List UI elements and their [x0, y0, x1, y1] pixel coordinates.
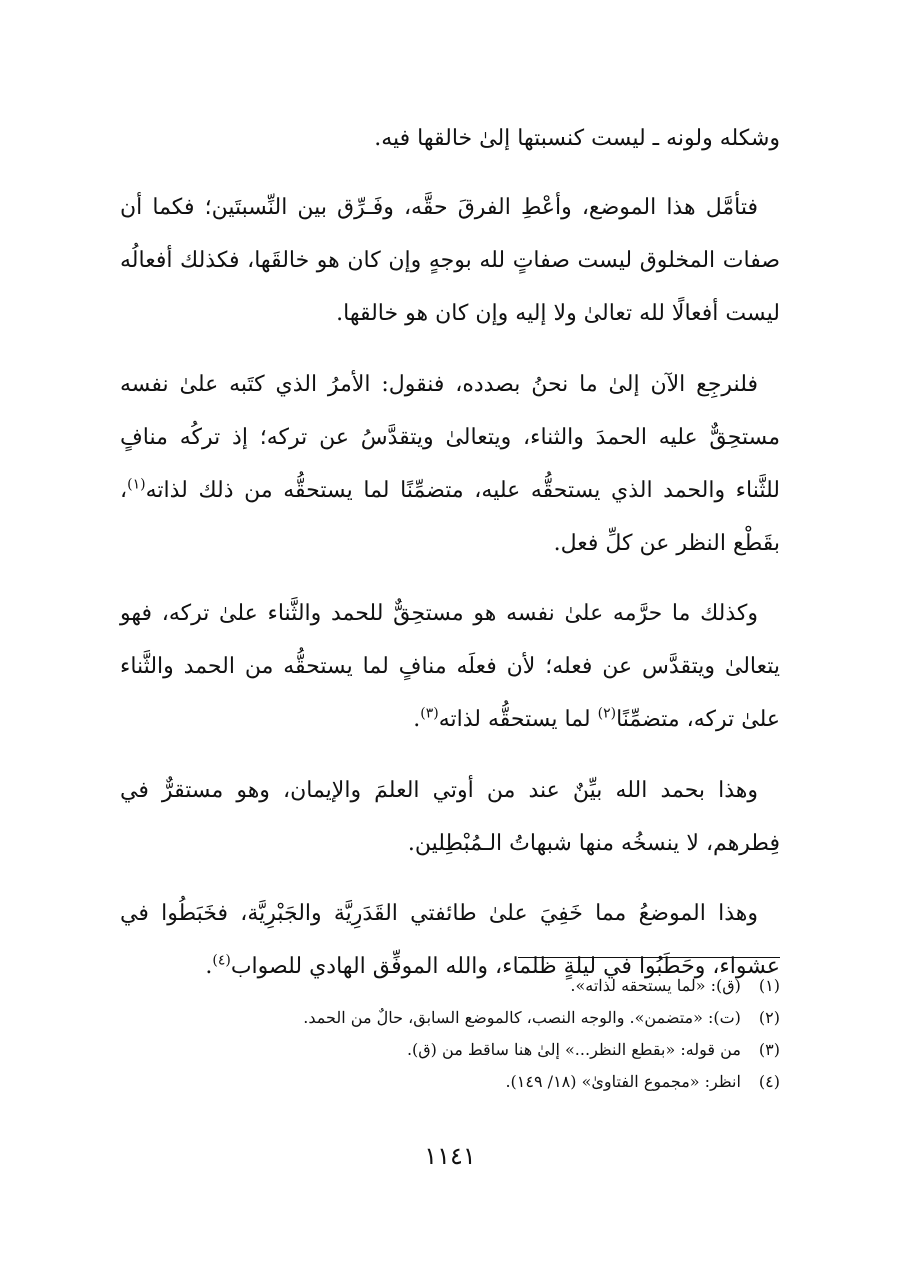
paragraph-6-text-b: .: [205, 954, 213, 979]
footnote-4-text: انظر: «مجموع الفتاوىٰ» (١٨/ ١٤٩).: [505, 1072, 741, 1091]
paragraph-3-text-a: فلنرجِع الآن إلىٰ ما نحنُ بصدده، فنقول: الأمرُ الذي كتَبه علىٰ نفسه مستحِقٌّ عليه الحمدَ والثناء، ويتعالىٰ ويتقدَّسُ عن تركه؛ إذ تركُه منافٍ للثَّناء والحمد الذي يستحقُّه عليه، متضمِّنًا لما يستحقُّه من ذلك لذاته: [120, 372, 780, 503]
footnote-1: [120, 970, 780, 1002]
footnote-ref-3[interactable]: (٣): [420, 705, 439, 722]
paragraph-4-text-a: وكذلك ما حرَّمه علىٰ نفسه هو مستحِقٌّ للحمد والثَّناء علىٰ تركه، فهو يتعالىٰ ويتقدَّس عن فعله؛ لأن فعلَه منافٍ لما يستحقُّه من الحمد والثَّناء علىٰ تركه، متضمِّنًا: [120, 601, 780, 732]
paragraph-6-text-a: وهذا الموضعُ مما خَفِيَ علىٰ طائفتي القَدَرِيَّة والجَبْرِيَّة، فخَبَطُوا في عشواء، وحَطَبُوا في ليلةٍ ظلماء، والله الموفِّق الهادي للصواب: [120, 901, 780, 979]
footnote-ref-1[interactable]: (١): [127, 476, 146, 493]
page-number: ١١٤١: [424, 1142, 476, 1170]
footnote-3-number: (٣): [758, 1040, 780, 1059]
footnote-3-text: من قوله: «بقطع النظر...» إلىٰ هنا ساقط من (ق).: [406, 1040, 741, 1059]
footnote-2-text: (ت): «متضمن». والوجه النصب، كالموضع السابق، حالٌ من الحمد.: [303, 1008, 741, 1027]
footnotes: [120, 970, 780, 1098]
footnote-ref-2[interactable]: (٢): [597, 705, 617, 722]
paragraph-5: [120, 764, 780, 870]
footnote-4: [120, 1066, 780, 1098]
footnote-3: [120, 1034, 780, 1066]
paragraph-3: [120, 358, 780, 570]
paragraph-1-text: وشكله ولونه ـ ليست كنسبتها إلىٰ خالقها فيه.: [374, 126, 780, 151]
paragraph-3-text-b: ، بقَطْع النظر عن كلِّ فعل.: [120, 478, 780, 556]
footnote-2-number: (٢): [758, 1008, 780, 1027]
footnote-2: [120, 1002, 780, 1034]
footnote-1-text: (ق): «لما يستحقه لذاته».: [570, 976, 741, 995]
paragraph-4-text-c: .: [413, 707, 421, 732]
paragraph-2: [120, 181, 780, 340]
footnote-4-number: (٤): [758, 1072, 780, 1091]
footnote-1-number: (١): [758, 976, 780, 995]
paragraph-4: [120, 587, 780, 746]
paragraph-2-text: فتأمَّل هذا الموضع، وأعْطِ الفرقَ حقَّه، وفَـرِّق بين النِّسبتَين؛ فكما أن صفات المخلوق ليست صفاتٍ لله بوجهٍ وإن كان هو خالقَها، فكذلك أفعالُه ليست أفعالًا لله تعالىٰ ولا إليه وإن كان هو خالقها.: [120, 195, 780, 326]
paragraph-5-text: وهذا بحمد الله بيِّنٌ عند من أوتي العلمَ والإيمان، وهو مستقرٌّ في فِطرهم، لا ينسخُه منها شبهاتُ الـمُبْطِلين.: [120, 778, 780, 856]
paragraph-4-text-b: لما يستحقُّه لذاته: [438, 707, 598, 732]
footnote-ref-4[interactable]: (٤): [212, 952, 231, 969]
paragraph-1: [120, 112, 780, 165]
footnote-divider: [518, 957, 780, 958]
page-body: [120, 112, 780, 1170]
